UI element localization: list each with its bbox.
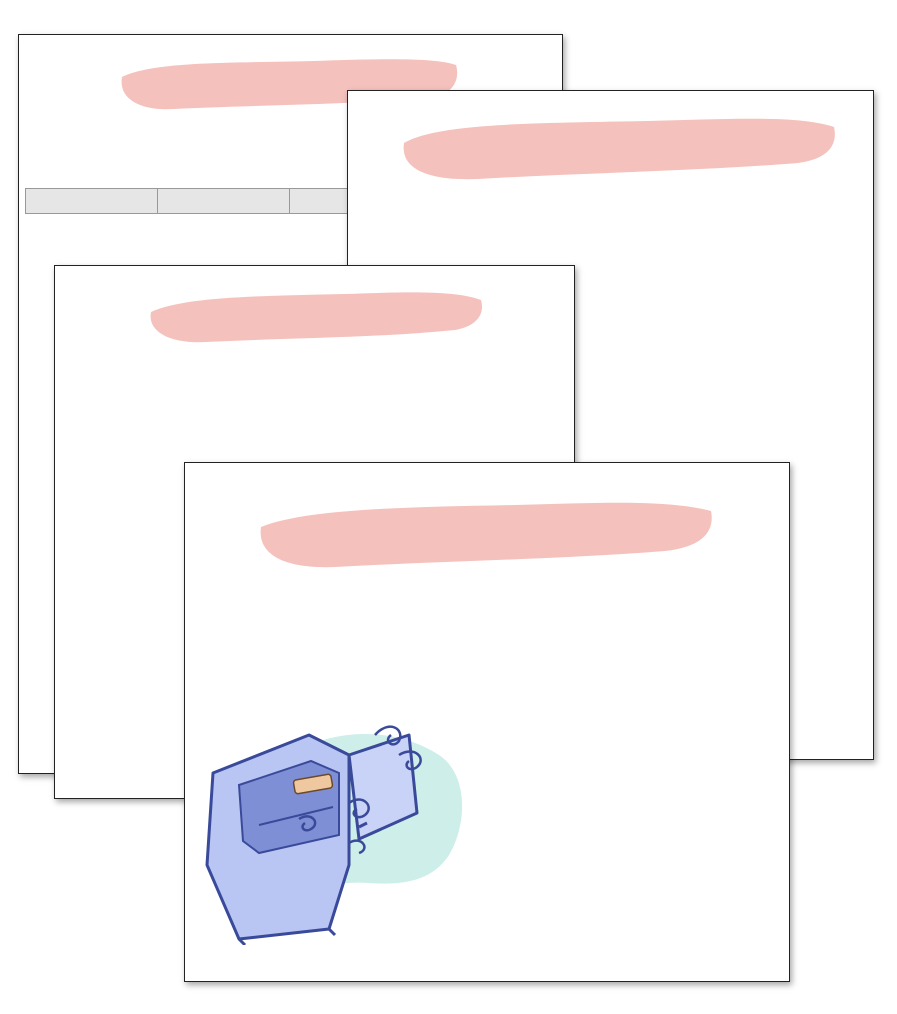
brand-logo xyxy=(255,469,715,579)
cover-page xyxy=(184,462,790,982)
brand-logo xyxy=(398,93,838,191)
brush-stroke xyxy=(398,93,838,191)
brush-stroke xyxy=(255,469,715,579)
brand-logo xyxy=(145,270,485,352)
column-header-grocery xyxy=(158,189,290,214)
freezer-illustration xyxy=(199,715,479,945)
column-header-produce xyxy=(26,189,158,214)
brush-stroke xyxy=(145,270,485,352)
